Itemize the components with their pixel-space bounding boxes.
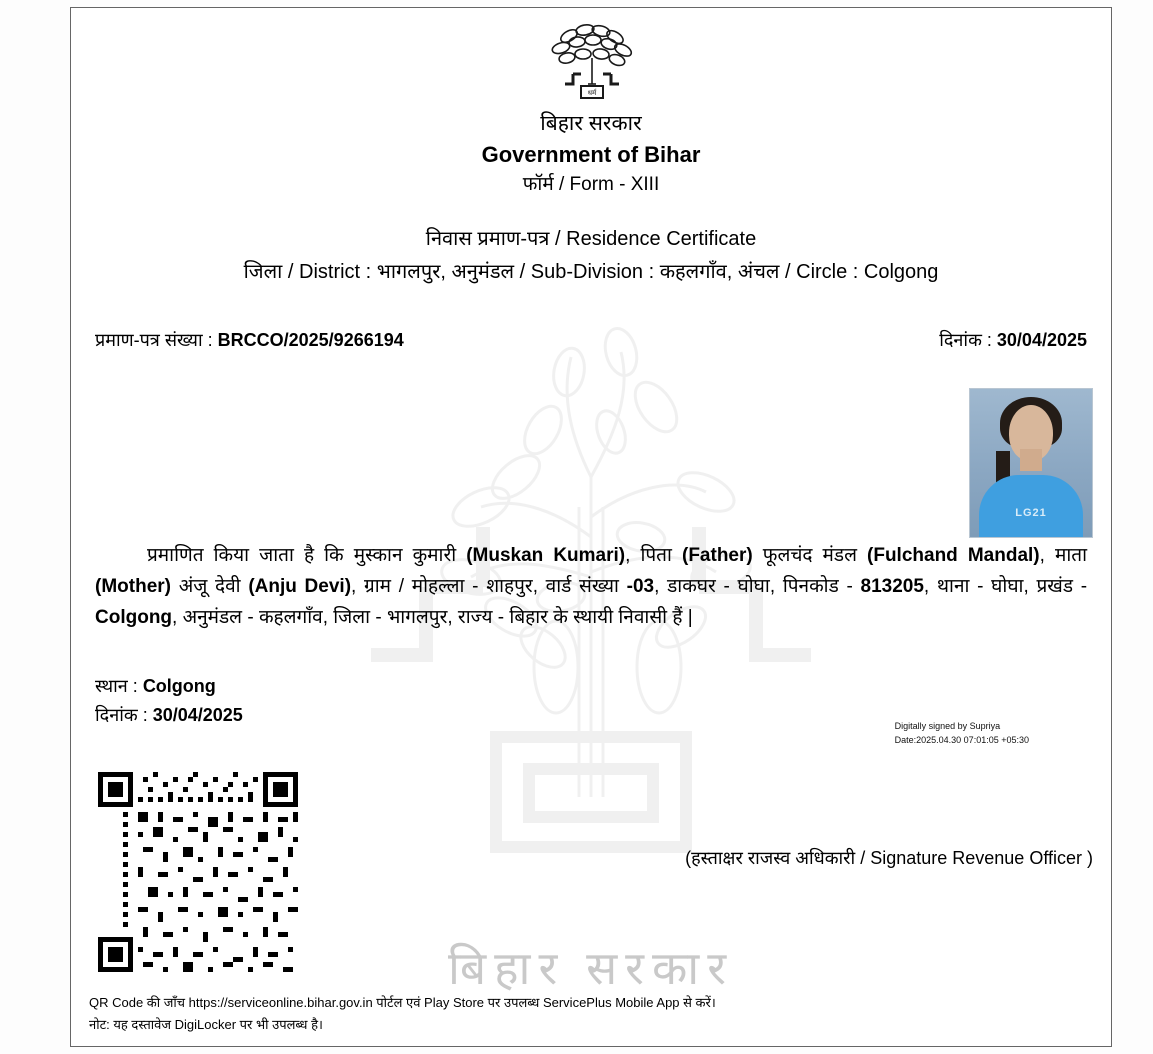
footer-digilocker-note: नोट: यह दस्तावेज DigiLocker पर भी उपलब्ध है। bbox=[89, 1016, 323, 1032]
applicant-photo bbox=[969, 388, 1093, 538]
state-emblem bbox=[89, 22, 1093, 106]
certificate-body-text: प्रमाणित किया जाता है कि मुस्कान कुमारी (Muskan Kumari), पिता (Father) फूलचंद मंडल (Fulchand Mandal), माता (Mother) अंजू देवी (Anju Devi), ग्राम / मोहल्ला - शाहपुर, वार्ड संख्या -03, डाकघर - घोघा, पिनकोड - 813205, थाना - घोघा, प्रखंड - Colgong, अनुमंडल - कहलगाँव, जिला - भागलपुर, राज्य - बिहार के स्थायी निवासी हैं | bbox=[95, 544, 1088, 629]
place-date-value: 30/04/2025 bbox=[152, 704, 243, 725]
verification-qr-code[interactable] bbox=[89, 763, 307, 981]
place-value: Colgong bbox=[142, 675, 216, 696]
place-line bbox=[95, 672, 1093, 701]
certificate-number-block bbox=[95, 328, 404, 352]
place-date-label: दिनांक : bbox=[95, 704, 153, 725]
issue-date-block bbox=[939, 328, 1087, 352]
digital-signature-date: Date:2025.04.30 07:01:05 +05:30 bbox=[894, 734, 1029, 745]
svg-text:धर्म: धर्म bbox=[587, 89, 597, 97]
certificate-container bbox=[70, 7, 1112, 1047]
form-number: फॉर्म / Form - XIII bbox=[522, 174, 660, 196]
certificate-number-label: प्रमाण-पत्र संख्या : bbox=[95, 329, 218, 350]
footer-notes bbox=[89, 992, 716, 1036]
certificate-meta-row bbox=[89, 328, 1093, 352]
issue-date-label: दिनांक : bbox=[939, 329, 997, 350]
signature-officer-label bbox=[685, 846, 1093, 870]
certificate-header bbox=[89, 110, 1093, 286]
place-label: स्थान : bbox=[95, 675, 143, 696]
gov-name-hindi: बिहार सरकार bbox=[540, 112, 642, 135]
digital-signature-signer: Digitally signed by Supriya bbox=[894, 721, 1001, 731]
gov-name-english: Government of Bihar bbox=[481, 142, 701, 168]
issue-date-value: 30/04/2025 bbox=[996, 329, 1087, 350]
certificate-title: निवास प्रमाण-पत्र / Residence Certificate bbox=[425, 227, 757, 250]
photo-torso bbox=[979, 475, 1083, 537]
watermark-text: बिहार सरकार bbox=[447, 942, 735, 994]
photo-shirt-print: LG21 bbox=[1015, 507, 1047, 519]
photo-neck bbox=[1020, 449, 1042, 471]
certificate-number-value: BRCCO/2025/9266194 bbox=[217, 329, 404, 350]
signature-officer-text: (हस्ताक्षर राजस्व अधिकारी / Signature Revenue Officer ) bbox=[685, 848, 1093, 868]
footer-verification-note: QR Code की जाँच https://serviceonline.bihar.gov.in पोर्टल एवं Play Store पर उपलब्ध ServicePlus Mobile App से करें। bbox=[89, 994, 716, 1010]
digital-signature-stamp bbox=[895, 720, 1029, 747]
district-line: जिला / District : भागलपुर, अनुमंडल / Sub-Division : कहलगाँव, अंचल / Circle : Colgong bbox=[243, 260, 939, 283]
